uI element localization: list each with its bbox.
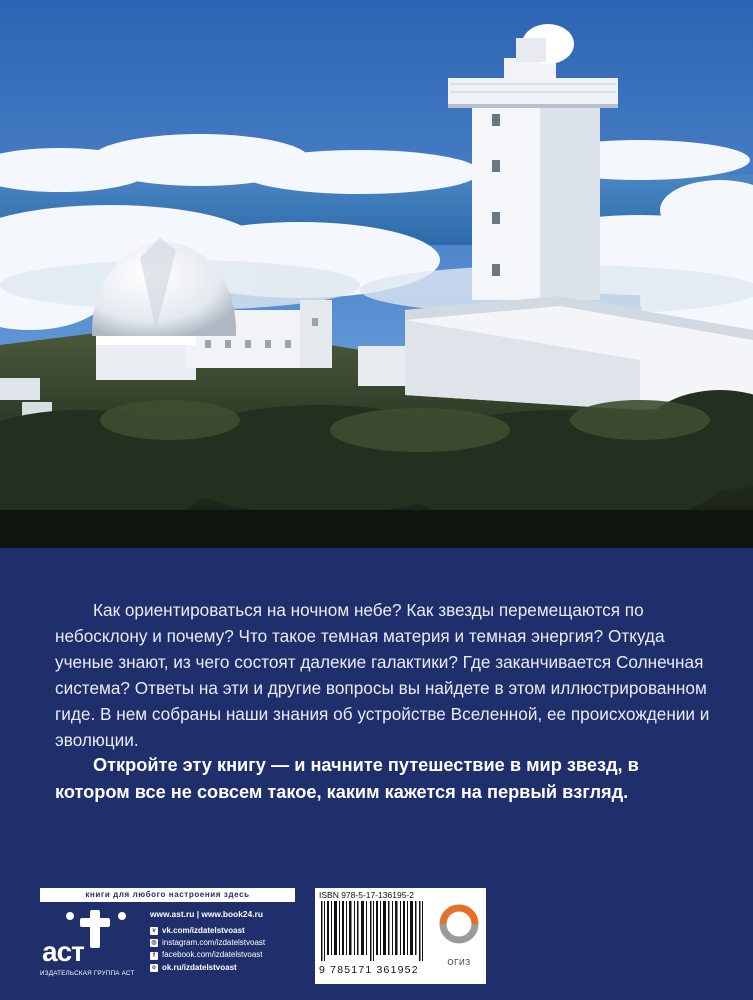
facebook-icon: f — [150, 952, 158, 960]
ogiz-logo-text: ОГИЗ — [447, 958, 471, 967]
call-to-action-paragraph: Откройте эту книгу — и начните путешествие в мир звезд, в котором все не совсем такое, каким кажется на первый взгляд. — [55, 755, 639, 802]
vk-icon: v — [150, 927, 158, 935]
description-paragraph: Как ориентироваться на ночном небе? Как звезды перемещаются по небосклону и почему? Что такое темная материя и темная энергия? Откуда ученые знают, из чего состоят далекие галактики? Где заканчивается Солнечная система? Ответы на эти и другие вопросы вы найдете в этом иллюстрированном гиде. В нем собраны наши знания об устройстве Вселенной, ее происхождении и эволюции. — [55, 600, 710, 750]
social-link-ok[interactable] — [150, 962, 265, 974]
publisher-websites[interactable]: www.ast.ru | www.book24.ru — [150, 909, 263, 919]
isbn-barcode-block — [315, 888, 432, 984]
instagram-icon: ◎ — [151, 940, 157, 947]
social-link-facebook[interactable] — [150, 949, 265, 961]
social-links — [150, 925, 265, 974]
ast-logo-icon — [42, 910, 140, 968]
publisher-group-name: ИЗДАТЕЛЬСКАЯ ГРУППА АСТ — [40, 970, 135, 977]
ogiz-logo-icon — [437, 898, 481, 954]
call-to-action — [55, 752, 715, 806]
barcode-icon — [319, 901, 427, 961]
publisher-block — [40, 888, 295, 988]
social-link-text: vk.com/izdatelstvoast — [162, 926, 245, 935]
social-link-instagram[interactable] — [150, 937, 265, 949]
isbn-number: ISBN 978-5-17-136195-2 — [319, 890, 414, 900]
social-link-text: instagram.com/izdatelstvoast — [162, 938, 266, 948]
social-link-vk[interactable] — [150, 925, 265, 937]
social-link-text: ok.ru/izdatelstvoast — [162, 962, 237, 972]
ast-logo-text: аст — [42, 936, 84, 967]
ogiz-logo-block — [432, 888, 486, 984]
publisher-tagline: книги для любого настроения здесь — [40, 888, 295, 902]
ok-icon: o — [150, 964, 158, 972]
description-text — [55, 597, 715, 753]
social-link-text: facebook.com/izdatelstvoast — [162, 950, 263, 960]
barcode-digits: 9 785171 361952 — [319, 964, 419, 976]
